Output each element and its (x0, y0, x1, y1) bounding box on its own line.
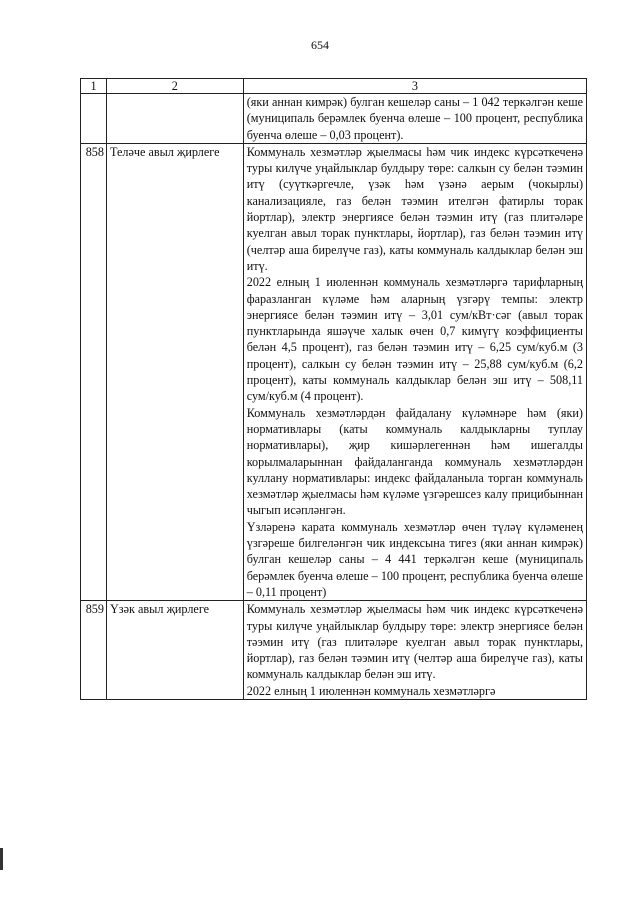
paragraph: 2022 елның 1 июленнән коммуналь хезмәтләргә (246, 683, 496, 698)
table-row (81, 143, 587, 600)
paragraph: Коммуналь хезмәтләрдән файдалану күләмнәре һәм (яки) нормативлары (каты коммуналь калдыкларны туплау нормативлары), җир кишәрлегеннән һәм ишегалды корылмаларыннан файдаланганда коммуналь хезмәтләрдән куллану нормативлары: индекс файдаланыла торган коммуналь хезмәтләр җыелмасы һәм күләме үзгәрешсез калу прицибыннан чыгып исәпләнгән. (246, 405, 583, 518)
table-row (81, 94, 587, 144)
row-number: 859 (81, 601, 107, 700)
header-col-1: 1 (81, 79, 107, 94)
scan-edge-mark (0, 848, 3, 870)
header-row (81, 79, 587, 94)
page-number: 654 (311, 38, 329, 52)
header-col-3: 3 (243, 79, 586, 94)
header-col-2: 2 (106, 79, 243, 94)
data-table (80, 78, 587, 700)
settlement-name: Теләче авыл җирлеге (106, 143, 243, 600)
table-row (81, 601, 587, 700)
paragraph: Үзләренә карата коммуналь хезмәтләр өчен түләү күләменең үзгәреше билгеләнгән чик индексына тигез (яки аннан кимрәк) булган кешеләр саны – 4 441 теркәлгән кеше (муниципаль берәмлек буенча өлеше – 100 процент, республика буенча өлеше – 0,11 процент) (246, 519, 583, 599)
row-number (81, 94, 107, 144)
paragraph: (яки аннан кимрәк) булган кешеләр саны – 1 042 теркәлгән кеше (муниципаль берәмлек буенча өлеше – 100 процент, республика буенча өлеше – 0,03 процент). (246, 95, 583, 142)
settlement-name: Үзәк авыл җирлеге (106, 601, 243, 700)
paragraph: Коммуналь хезмәтләр җыелмасы һәм чик индекс күрсәткеченә туры килүче уңайлыклар булдыру төре: салкын су белән тәэмин итү (суүткәргечле, үзәк һәм үзәнә аерым (чокырлы) канализацияле, газ белән тәэмин ителгән фатирлы торак йортлар), электр энергиясе белән тәэмин итү (газ плитәләре куелган авыл торак пунктлары, йортлар), газ белән тәэмин итү (челтәр аша бирелүче газ), каты коммуналь калдыклар белән эш итү. (246, 144, 583, 273)
row-number: 858 (81, 143, 107, 600)
paragraph: Коммуналь хезмәтләр җыелмасы һәм чик индекс күрсәткеченә туры килүче уңайлыклар булдыру төре: электр энергиясе белән тәэмин итү (газ плитәләре куелган авыл торак пунктлары, йортлар), газ белән тәэмин итү (челтәр аша бирелүче газ), каты коммуналь калдыклар белән эш итү. (246, 602, 583, 682)
row-content (243, 143, 586, 600)
settlement-name (106, 94, 243, 144)
row-content (243, 601, 586, 700)
row-content (243, 94, 586, 144)
paragraph: 2022 елның 1 июленнән коммуналь хезмәтләргә тарифларның фаразланган күләме һәм аларның үзгәрү темпы: электр энергиясе белән тәэмин итү – 3,01 сум/кВт·сәг (авыл торак пунктларында яшәүче халык өчен 0,7 кимүгү коэффициенты белән 4,5 процент), газ белән тәэмин итү – 6,25 сум/куб.м (3 процент), салкын су белән тәэмин итү – 25,88 сум/куб.м (6,2 процент), каты коммуналь калдыклар белән эш итү – 508,11 сум/куб.м (4 процент). (246, 275, 583, 404)
